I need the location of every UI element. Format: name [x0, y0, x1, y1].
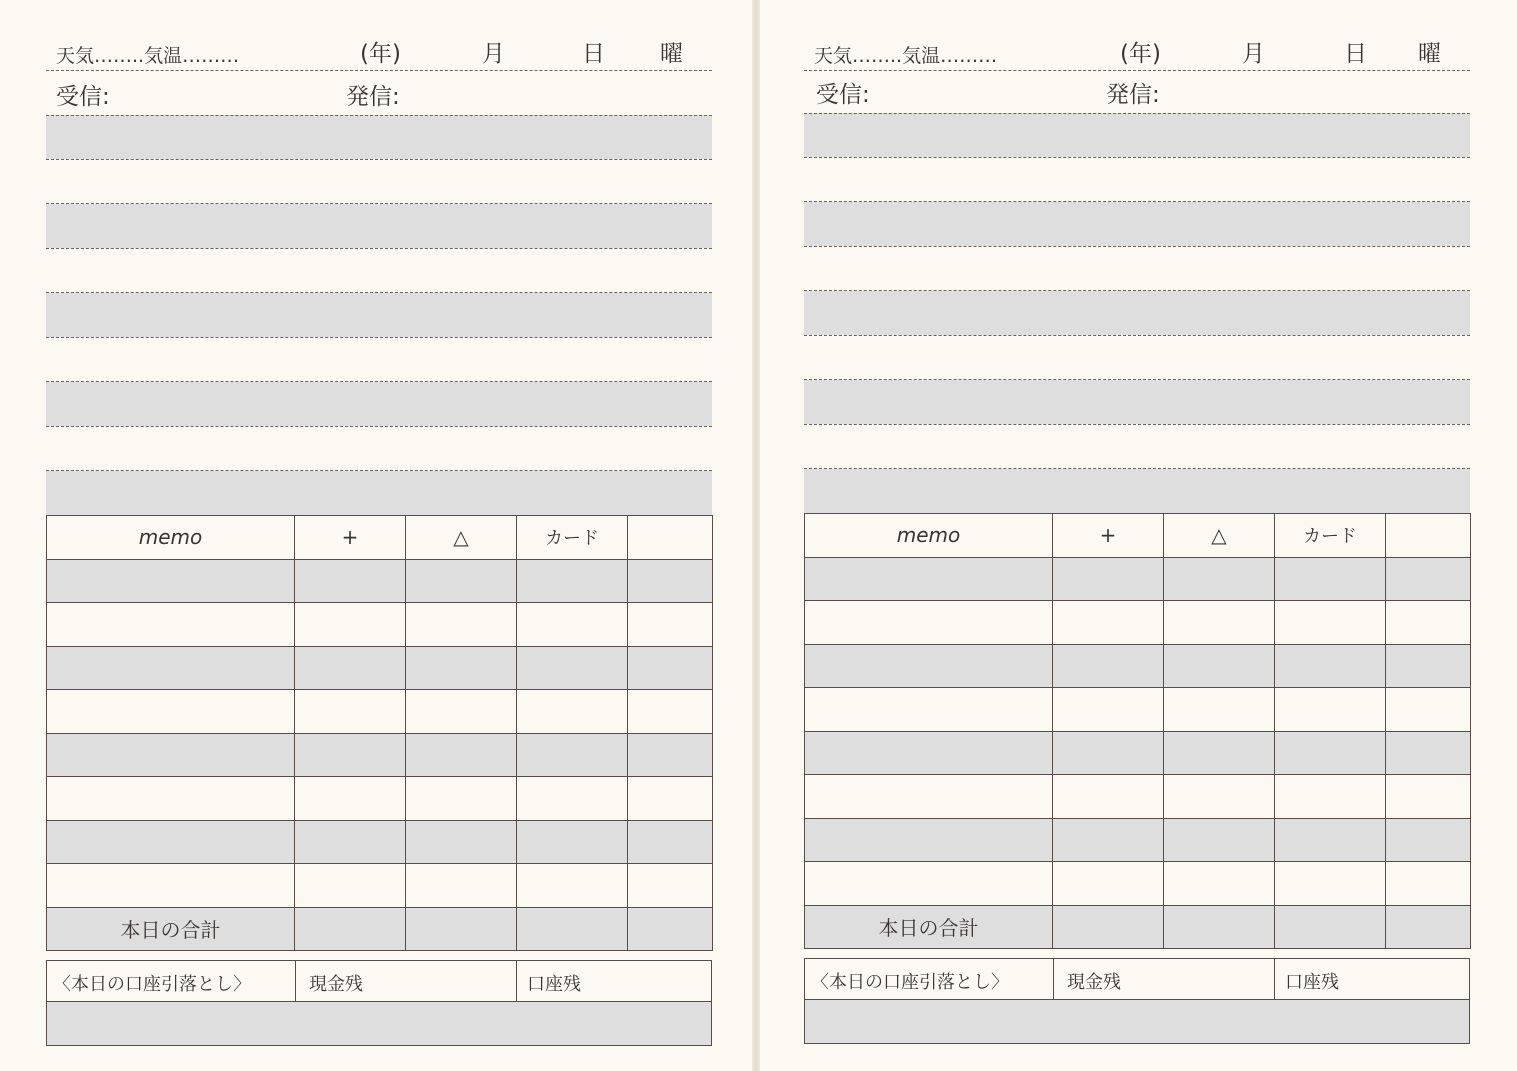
- line-divider: [804, 113, 1470, 114]
- memo-cell[interactable]: [47, 559, 295, 603]
- balance-footer-row: [47, 961, 711, 1002]
- income-cell[interactable]: [295, 603, 406, 647]
- extra-cell[interactable]: [628, 820, 713, 864]
- note-line[interactable]: [46, 115, 712, 159]
- extra-total-cell[interactable]: [628, 907, 713, 951]
- line-divider: [804, 157, 1470, 158]
- income-cell[interactable]: [295, 559, 406, 603]
- income-cell[interactable]: [295, 820, 406, 864]
- extra-cell[interactable]: [1386, 862, 1471, 906]
- memo-cell[interactable]: [805, 688, 1053, 732]
- card-column-header: カード: [517, 516, 628, 560]
- line-divider: [46, 248, 712, 249]
- memo-cell[interactable]: [805, 862, 1053, 906]
- balance-footer-row: [805, 959, 1469, 1000]
- table-row: [805, 731, 1471, 775]
- cash-balance-label: 現金残: [1067, 972, 1121, 993]
- card-cell[interactable]: [517, 559, 628, 603]
- note-line[interactable]: [804, 380, 1470, 424]
- year-label: (年): [360, 41, 401, 67]
- income-column-header: +: [1053, 514, 1164, 558]
- extra-total-cell[interactable]: [1386, 905, 1471, 949]
- table-row: [47, 646, 713, 690]
- income-cell[interactable]: [1053, 688, 1164, 732]
- memo-cell[interactable]: [805, 818, 1053, 862]
- memo-cell[interactable]: [47, 864, 295, 908]
- expense-cell[interactable]: [406, 777, 517, 821]
- card-cell[interactable]: [1275, 601, 1386, 645]
- expense-cell[interactable]: [1164, 775, 1275, 819]
- income-cell[interactable]: [295, 777, 406, 821]
- memo-cell[interactable]: [805, 731, 1053, 775]
- expense-column-header: △: [1164, 514, 1275, 558]
- extra-cell[interactable]: [1386, 731, 1471, 775]
- note-line[interactable]: [46, 204, 712, 248]
- card-cell[interactable]: [1275, 688, 1386, 732]
- weekday-label: 曜: [660, 41, 683, 67]
- card-total-cell[interactable]: [1275, 905, 1386, 949]
- income-cell[interactable]: [1053, 601, 1164, 645]
- month-label: 月: [482, 41, 505, 67]
- ledger-header-row: [805, 514, 1471, 558]
- received-label: 受信:: [56, 84, 110, 110]
- card-cell[interactable]: [517, 690, 628, 734]
- memo-cell[interactable]: [805, 601, 1053, 645]
- card-cell[interactable]: [517, 864, 628, 908]
- line-divider: [804, 424, 1470, 425]
- expense-cell[interactable]: [1164, 644, 1275, 688]
- expense-cell[interactable]: [406, 733, 517, 777]
- income-cell[interactable]: [1053, 731, 1164, 775]
- income-cell[interactable]: [295, 864, 406, 908]
- day-label: 日: [1344, 41, 1367, 67]
- extra-cell[interactable]: [628, 864, 713, 908]
- extra-cell[interactable]: [628, 559, 713, 603]
- balance-footer: [46, 960, 712, 1046]
- card-cell[interactable]: [1275, 862, 1386, 906]
- income-total-cell[interactable]: [1053, 905, 1164, 949]
- date-header: [804, 34, 1470, 71]
- received-label: 受信:: [816, 82, 870, 108]
- correspondence-row: [46, 72, 712, 112]
- note-line[interactable]: [46, 382, 712, 426]
- card-cell[interactable]: [517, 646, 628, 690]
- expense-cell[interactable]: [1164, 818, 1275, 862]
- book-spine: [752, 0, 760, 1071]
- table-row: [47, 603, 713, 647]
- account-balance-label: 口座残: [1285, 972, 1339, 993]
- footer-divider: [1053, 959, 1054, 999]
- ledger-header-row: [47, 516, 713, 560]
- account-debit-label: 〈本日の口座引落とし〉: [53, 974, 251, 995]
- left-page: [46, 0, 712, 1071]
- expense-cell[interactable]: [406, 820, 517, 864]
- card-column-header: カード: [1275, 514, 1386, 558]
- weekday-label: 曜: [1418, 41, 1441, 67]
- table-row: [47, 777, 713, 821]
- year-label: (年): [1120, 41, 1161, 67]
- line-divider: [804, 246, 1470, 247]
- income-cell[interactable]: [295, 690, 406, 734]
- expense-cell[interactable]: [1164, 557, 1275, 601]
- table-row: [805, 862, 1471, 906]
- card-cell[interactable]: [1275, 775, 1386, 819]
- table-row: [47, 864, 713, 908]
- extra-cell[interactable]: [1386, 601, 1471, 645]
- income-cell[interactable]: [295, 646, 406, 690]
- card-cell[interactable]: [517, 603, 628, 647]
- extra-cell[interactable]: [628, 777, 713, 821]
- income-cell[interactable]: [1053, 818, 1164, 862]
- expense-column-header: △: [406, 516, 517, 560]
- line-divider: [46, 337, 712, 338]
- card-cell[interactable]: [1275, 731, 1386, 775]
- line-divider: [46, 115, 712, 116]
- card-total-cell[interactable]: [517, 907, 628, 951]
- income-cell[interactable]: [295, 733, 406, 777]
- note-line[interactable]: [46, 471, 712, 515]
- table-row: [47, 733, 713, 777]
- memo-cell[interactable]: [47, 820, 295, 864]
- right-page: [804, 0, 1470, 1071]
- footer-divider: [1274, 959, 1275, 999]
- table-row: [805, 818, 1471, 862]
- ledger-table: [46, 515, 713, 951]
- table-row: [805, 644, 1471, 688]
- date-header: [46, 34, 712, 71]
- memo-cell[interactable]: [805, 557, 1053, 601]
- correspondence-row: [804, 70, 1470, 110]
- total-row: [805, 905, 1471, 949]
- cash-balance-label: 現金残: [309, 974, 363, 995]
- expense-cell[interactable]: [1164, 601, 1275, 645]
- extra-cell[interactable]: [1386, 688, 1471, 732]
- line-divider: [46, 159, 712, 160]
- expense-cell[interactable]: [406, 646, 517, 690]
- expense-cell[interactable]: [406, 603, 517, 647]
- expense-cell[interactable]: [1164, 731, 1275, 775]
- daily-total-label: 本日の合計: [805, 905, 1053, 949]
- table-row: [805, 775, 1471, 819]
- extra-column-header: [1386, 514, 1471, 558]
- expense-total-cell[interactable]: [406, 907, 517, 951]
- expense-total-cell[interactable]: [1164, 905, 1275, 949]
- expense-cell[interactable]: [1164, 688, 1275, 732]
- table-row: [47, 820, 713, 864]
- account-debit-label: 〈本日の口座引落とし〉: [811, 972, 1009, 993]
- memo-cell[interactable]: [47, 733, 295, 777]
- table-row: [805, 601, 1471, 645]
- extra-column-header: [628, 516, 713, 560]
- table-row: [47, 559, 713, 603]
- ledger-table: [804, 513, 1471, 949]
- memo-cell[interactable]: [47, 690, 295, 734]
- income-cell[interactable]: [1053, 557, 1164, 601]
- memo-cell[interactable]: [47, 646, 295, 690]
- memo-cell[interactable]: [805, 775, 1053, 819]
- memo-column-header: memo: [805, 514, 1053, 558]
- extra-cell[interactable]: [1386, 775, 1471, 819]
- total-row: [47, 907, 713, 951]
- footer-divider: [516, 961, 517, 1001]
- line-divider: [46, 426, 712, 427]
- daily-total-label: 本日の合計: [47, 907, 295, 951]
- extra-cell[interactable]: [1386, 557, 1471, 601]
- extra-cell[interactable]: [628, 646, 713, 690]
- expense-cell[interactable]: [406, 690, 517, 734]
- expense-cell[interactable]: [406, 559, 517, 603]
- memo-column-header: memo: [47, 516, 295, 560]
- balance-footer: [804, 958, 1470, 1044]
- note-line[interactable]: [46, 293, 712, 337]
- weather-temp-label: 天気……..気温………: [56, 45, 240, 67]
- card-cell[interactable]: [517, 777, 628, 821]
- table-row: [805, 557, 1471, 601]
- extra-cell[interactable]: [628, 733, 713, 777]
- income-cell[interactable]: [1053, 862, 1164, 906]
- extra-cell[interactable]: [1386, 818, 1471, 862]
- line-divider: [804, 335, 1470, 336]
- memo-cell[interactable]: [47, 777, 295, 821]
- note-line[interactable]: [804, 113, 1470, 157]
- card-cell[interactable]: [517, 733, 628, 777]
- card-cell[interactable]: [1275, 818, 1386, 862]
- extra-cell[interactable]: [628, 603, 713, 647]
- extra-cell[interactable]: [628, 690, 713, 734]
- card-cell[interactable]: [1275, 557, 1386, 601]
- footer-divider: [295, 961, 296, 1001]
- income-column-header: +: [295, 516, 406, 560]
- memo-cell[interactable]: [805, 644, 1053, 688]
- day-label: 日: [582, 41, 605, 67]
- month-label: 月: [1242, 41, 1265, 67]
- sent-label: 発信:: [346, 84, 400, 110]
- account-balance-label: 口座残: [527, 974, 581, 995]
- income-total-cell[interactable]: [295, 907, 406, 951]
- card-cell[interactable]: [1275, 644, 1386, 688]
- note-line[interactable]: [804, 202, 1470, 246]
- note-line[interactable]: [804, 469, 1470, 513]
- extra-cell[interactable]: [1386, 644, 1471, 688]
- sent-label: 発信:: [1106, 82, 1160, 108]
- memo-cell[interactable]: [47, 603, 295, 647]
- card-cell[interactable]: [517, 820, 628, 864]
- expense-cell[interactable]: [406, 864, 517, 908]
- weather-temp-label: 天気……..気温………: [814, 45, 998, 67]
- income-cell[interactable]: [1053, 775, 1164, 819]
- income-cell[interactable]: [1053, 644, 1164, 688]
- table-row: [47, 690, 713, 734]
- table-row: [805, 688, 1471, 732]
- note-line[interactable]: [804, 291, 1470, 335]
- expense-cell[interactable]: [1164, 862, 1275, 906]
